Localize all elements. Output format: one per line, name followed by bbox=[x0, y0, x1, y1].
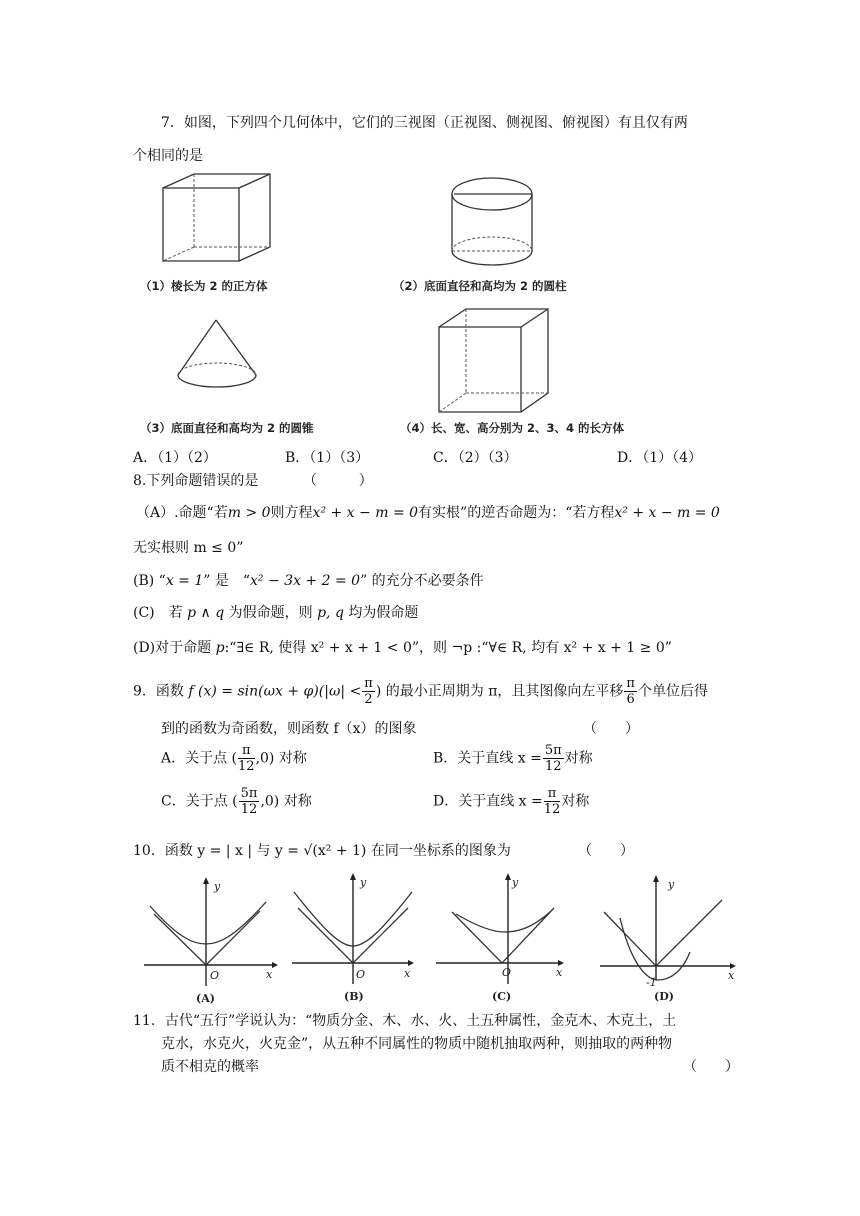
graph-d bbox=[598, 872, 743, 1007]
svg-text:x: x bbox=[404, 967, 411, 980]
svg-text:-1: -1 bbox=[646, 976, 657, 989]
q8-option-a: （A）.命题“若m > 0则方程x² + x − m = 0有实根”的逆否命题为：“若方程x² + x − m = 0 bbox=[136, 505, 720, 521]
caption-3: （3）底面直径和高均为 2 的圆锥 bbox=[140, 421, 314, 435]
caption-1: （1）棱长为 2 的正方体 bbox=[140, 279, 268, 293]
svg-text:O: O bbox=[356, 968, 366, 981]
svg-text:x: x bbox=[728, 969, 735, 982]
cone-figure bbox=[174, 318, 274, 408]
svg-text:(A): (A) bbox=[196, 992, 215, 1005]
svg-text:y: y bbox=[668, 878, 675, 891]
q7-option-c: C．（2）（3） bbox=[433, 450, 518, 466]
caption-4: （4）长、宽、高分别为 2、3、4 的长方体 bbox=[400, 421, 625, 435]
q7-line1: 7．如图，下列四个几何体中，它们的三视图（正视图、侧视图、俯视图）有且仅有两 bbox=[161, 115, 688, 131]
svg-text:(D): (D) bbox=[654, 990, 674, 1003]
q11-line3: 质不相克的概率 bbox=[161, 1059, 259, 1075]
svg-text:y: y bbox=[214, 880, 221, 893]
svg-text:O: O bbox=[502, 966, 512, 979]
q8-option-a-line2: 无实根则 m ≤ 0” bbox=[133, 540, 244, 556]
q7-option-d: D．（1）（4） bbox=[617, 450, 703, 466]
svg-text:x: x bbox=[266, 968, 273, 981]
svg-text:(C): (C) bbox=[492, 990, 512, 1003]
q9-option-d: D．关于直线 x = $\frac{\pi}{12}$ 对称 bbox=[433, 786, 590, 817]
q8-option-c: (C) 若 p ∧ q 为假命题，则 p, q 均为假命题 bbox=[133, 605, 419, 621]
graph-b bbox=[290, 872, 430, 1007]
q8-stem: 8.下列命题错误的是 （ ） bbox=[133, 473, 373, 489]
q9-line2: 到的函数为奇函数，则函数 f（x）的图象 bbox=[161, 721, 417, 737]
q7-line2: 个相同的是 bbox=[133, 148, 203, 164]
q11-paren: （ ） bbox=[683, 1059, 739, 1075]
cube-figure bbox=[160, 172, 280, 272]
q11-line2: 克水，水克火，火克金”，从五种不同属性的物质中随机抽取两种，则抽取的两种物 bbox=[161, 1036, 673, 1052]
q11-line1: 11．古代“五行”学说认为：“物质分金、木、水、火、土五种属性，金克木、木克土，土 bbox=[133, 1013, 677, 1029]
q9-option-b: B．关于直线 x = $\frac{5\pi}{12}$ 对称 bbox=[433, 743, 593, 774]
graph-c bbox=[432, 872, 572, 1007]
svg-text:x: x bbox=[556, 966, 563, 979]
svg-text:y: y bbox=[360, 876, 367, 889]
q8-option-b: (B) “x = 1” 是 “x² − 3x + 2 = 0” 的充分不必要条件 bbox=[133, 573, 484, 589]
svg-text:(B): (B) bbox=[344, 990, 364, 1003]
q9-stem: 9．函数 f (x) = sin(ωx + φ)(|ω| < $\frac{\pi}{2}$ ) 的最小正周期为 π，且其图像向左平移 $\frac{\pi}{6}$ 个单位后得 bbox=[133, 676, 708, 707]
q10-paren: （ ） bbox=[578, 843, 634, 859]
svg-text:O: O bbox=[210, 969, 220, 982]
q10-stem: 10．函数 y = | x | 与 y = √(x² + 1) 在同一坐标系的图象为 bbox=[133, 843, 511, 859]
svg-text:y: y bbox=[512, 876, 519, 889]
graph-a bbox=[140, 874, 280, 1009]
caption-2: （2）底面直径和高均为 2 的圆柱 bbox=[393, 279, 567, 293]
q9-paren: （ ） bbox=[583, 721, 639, 737]
q7-option-b: B．（1）（3） bbox=[285, 450, 370, 466]
cylinder-figure bbox=[450, 176, 560, 276]
box-figure bbox=[436, 307, 556, 417]
q9-option-c: C．关于点 ( $\frac{5\pi}{12}$ ,0) 对称 bbox=[161, 786, 312, 817]
q8-option-d: (D)对于命题 p:“∃∈ R, 使得 x² + x + 1 < 0”，则 ¬p :“∀∈ R, 均有 x² + x + 1 ≥ 0” bbox=[133, 640, 672, 656]
q7-option-a: A．（1）（2） bbox=[133, 450, 217, 466]
q9-option-a: A．关于点 ( $\frac{\pi}{12}$ ,0) 对称 bbox=[161, 743, 307, 774]
